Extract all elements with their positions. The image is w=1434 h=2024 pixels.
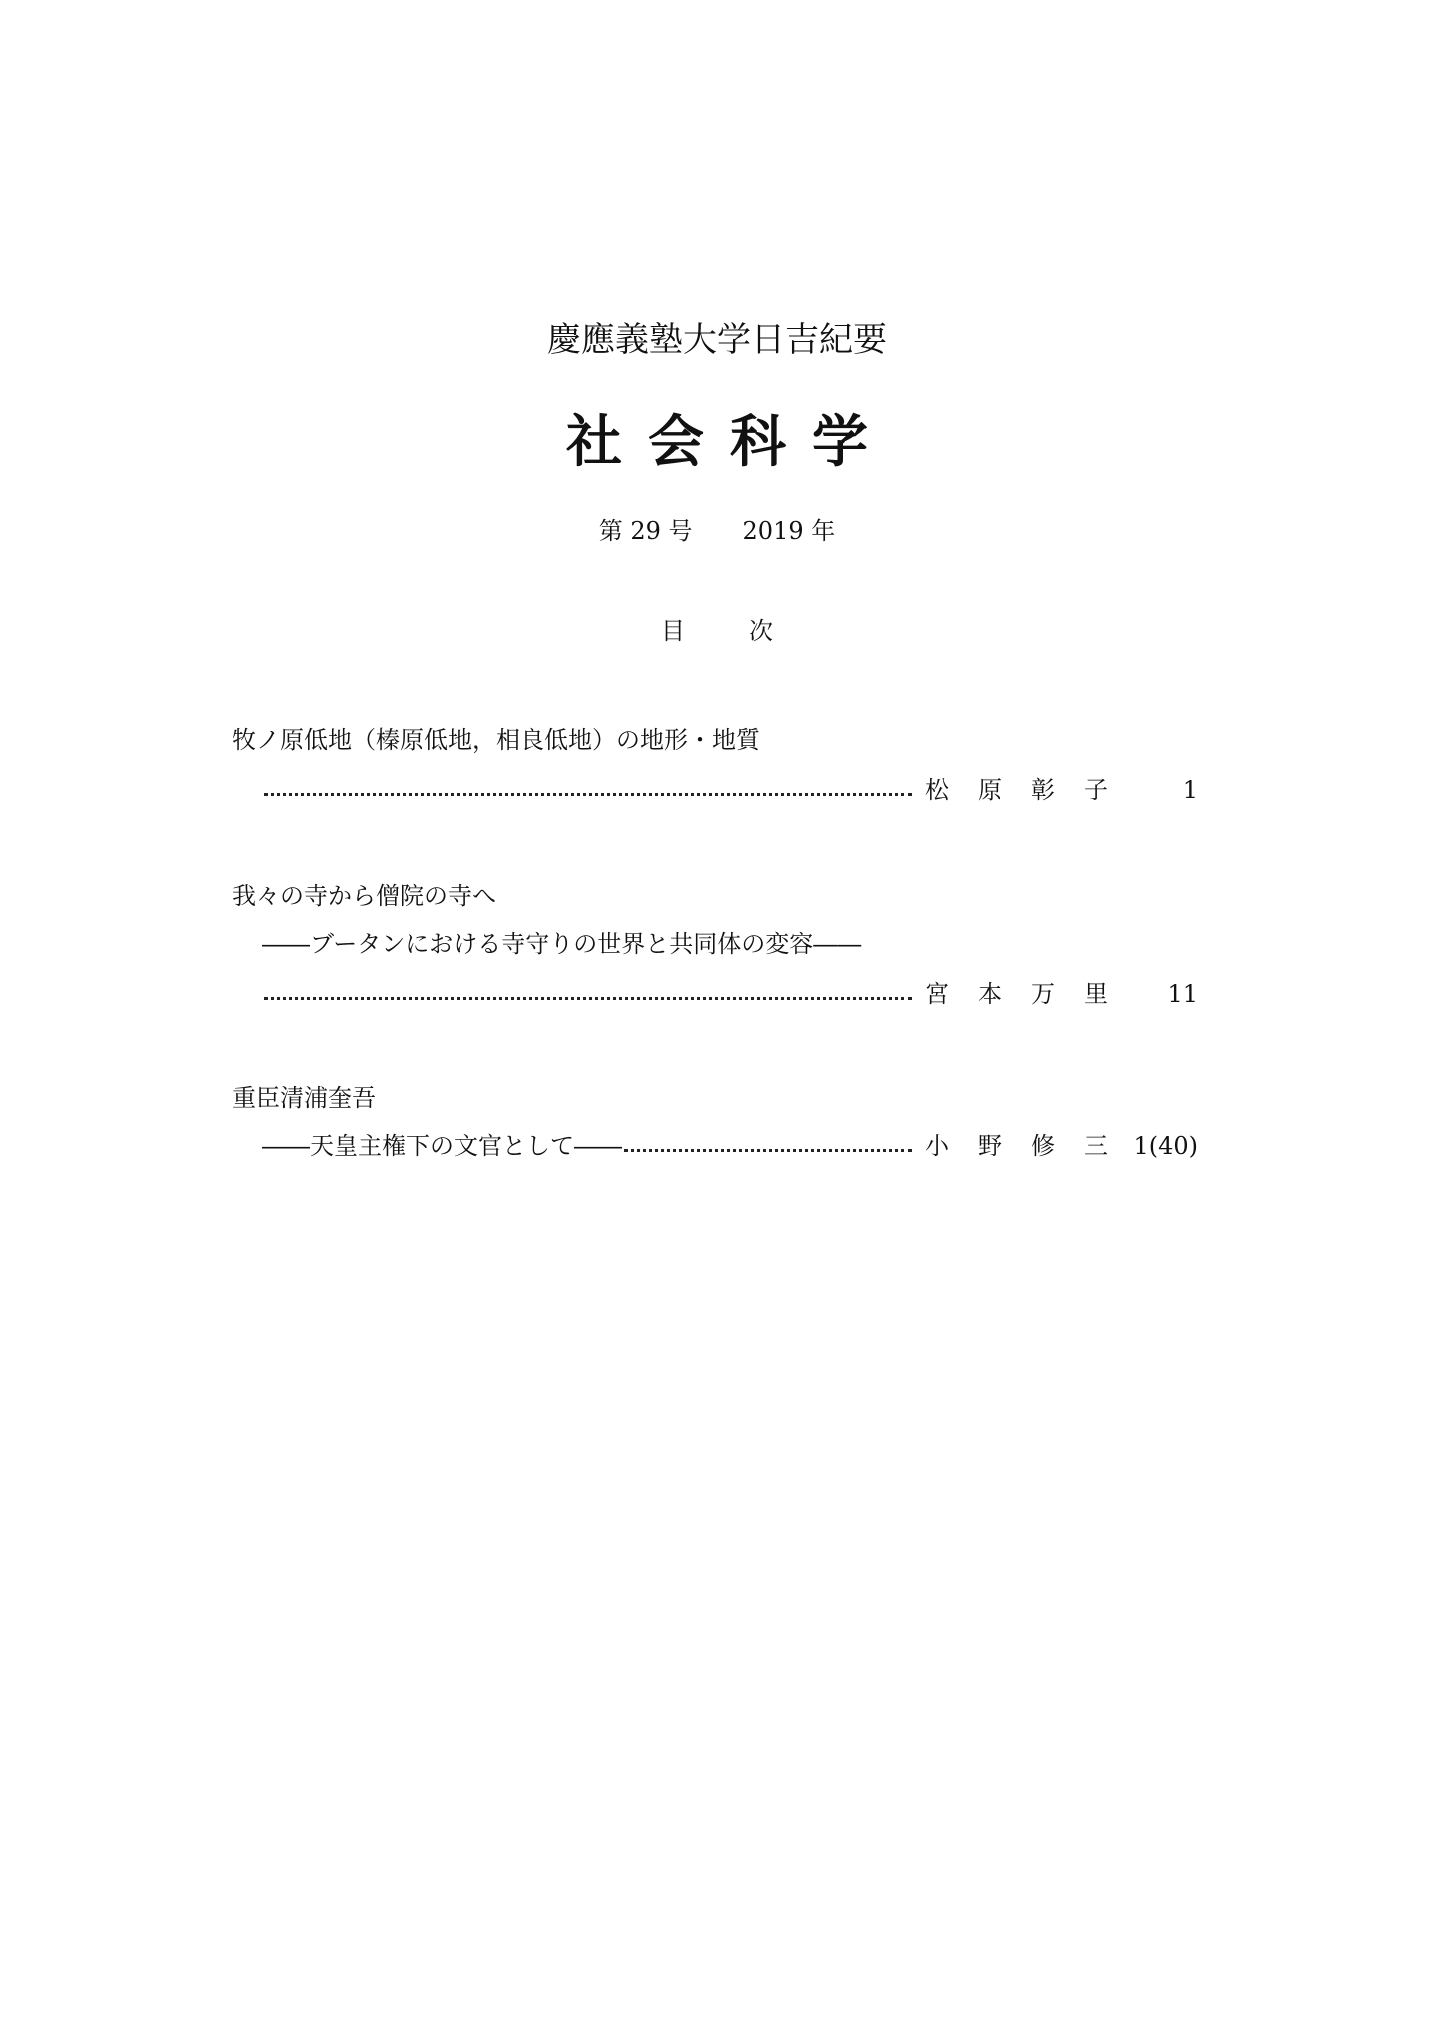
dot-leader: [264, 793, 912, 796]
toc-entry-title[interactable]: 牧ノ原低地（榛原低地，相良低地）の地形・地質: [232, 726, 760, 754]
toc-entry-1-title-line: [0, 722, 1434, 758]
toc-entry-author: 小野修三: [925, 1132, 1137, 1160]
journal-name: 慶應義塾大学日吉紀要: [547, 320, 887, 360]
toc-entry-subtitle: ――ブータンにおける寺守りの世界と共同体の変容――: [262, 930, 862, 958]
leader-row: [262, 1128, 912, 1164]
toc-entry-3-leader-line: [0, 1128, 1434, 1164]
toc-entry-2-leader-line: [0, 976, 1434, 1012]
contents-label-first: 目: [661, 617, 685, 645]
issue-year: 2019 年: [742, 517, 836, 545]
issue-number: 第 29 号: [598, 517, 693, 545]
toc-entry-3-title-line: [0, 1080, 1434, 1116]
toc-entry-author: 宮本万里: [925, 980, 1137, 1008]
toc-entry-page[interactable]: 1: [1182, 776, 1198, 804]
leader-row: [262, 772, 912, 808]
toc-entry-author: 松原彰子: [925, 776, 1137, 804]
journal-title: 社会科学: [566, 410, 894, 475]
toc-entry-1-leader-line: [0, 772, 1434, 808]
toc-entry-title[interactable]: 重臣清浦奎吾: [232, 1084, 376, 1112]
issue-info: [0, 514, 1434, 548]
dot-leader: [624, 1149, 912, 1152]
toc-entry-2-title-line: [0, 878, 1434, 914]
toc-entry-title[interactable]: 我々の寺から僧院の寺へ: [232, 882, 496, 910]
toc-entry-page[interactable]: 11: [1167, 980, 1198, 1008]
contents-label-second: 次: [749, 617, 773, 645]
toc-entry-page[interactable]: 1(40): [1133, 1132, 1198, 1160]
dot-leader: [264, 997, 912, 1000]
contents-heading: [0, 614, 1434, 648]
toc-entry-subtitle: ――天皇主権下の文官として――: [262, 1132, 622, 1160]
leader-row: [262, 976, 912, 1012]
toc-entry-2-subtitle-line: [0, 926, 1434, 962]
